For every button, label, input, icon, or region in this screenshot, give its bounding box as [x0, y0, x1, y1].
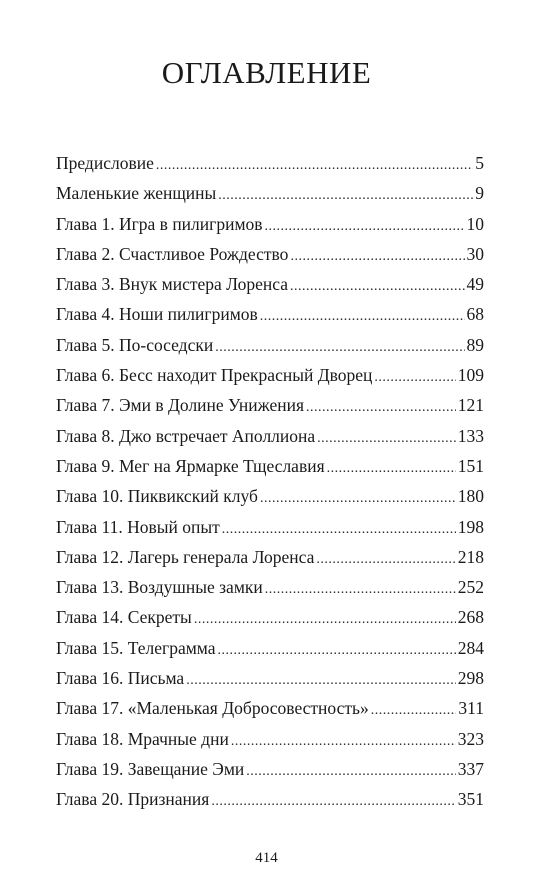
toc-entry-title: Маленькие женщины	[56, 183, 217, 204]
dot-leader	[222, 512, 456, 545]
toc-entry	[56, 178, 484, 208]
toc-entry-page: 133	[457, 425, 484, 446]
dot-leader	[265, 209, 465, 242]
toc-entry	[56, 421, 484, 451]
toc-entry-page: 218	[457, 546, 484, 567]
toc-entry-page: 351	[457, 789, 484, 810]
toc-entry	[56, 784, 484, 814]
toc-entry-title: Глава 17. «Маленькая Добросовестность»	[56, 698, 369, 719]
toc-entry-title: Глава 7. Эми в Долине Унижения	[56, 395, 305, 416]
page-title: ОГЛАВЛЕНИЕ	[161, 55, 372, 90]
toc-entry-title: Глава 19. Завещание Эми	[56, 758, 245, 779]
toc-entry-title: Предисловие	[56, 153, 154, 173]
toc-entry	[56, 330, 484, 360]
dot-leader	[260, 299, 465, 332]
toc-entry	[56, 572, 484, 602]
dot-leader	[290, 239, 464, 272]
toc-entry-title: Глава 15. Телеграмма	[56, 637, 216, 658]
toc-entry-page: 198	[457, 516, 484, 537]
dot-leader	[265, 572, 456, 605]
toc-entry	[56, 724, 484, 754]
dot-leader	[246, 754, 455, 787]
toc-entry-page: 337	[457, 758, 484, 779]
toc-entry-title: Глава 11. Новый опыт	[56, 516, 220, 537]
toc-entry-page: 49	[466, 274, 484, 295]
toc-entry	[56, 754, 484, 784]
dot-leader	[231, 724, 456, 757]
toc-entry-page: 5	[475, 153, 484, 173]
toc-entry-page: 109	[457, 365, 484, 386]
toc-entry-page: 9	[475, 183, 484, 204]
dot-leader	[218, 178, 473, 211]
toc-entry	[56, 542, 484, 572]
toc-entry	[56, 481, 484, 511]
toc-entry	[56, 148, 484, 178]
toc-entry-title: Глава 12. Лагерь генерала Лоренса	[56, 546, 315, 567]
dot-leader	[317, 421, 456, 454]
toc-entry-page: 10	[466, 213, 484, 234]
dot-leader	[218, 633, 456, 666]
toc-entry-title: Глава 10. Пиквикский клуб	[56, 486, 258, 507]
toc-entry	[56, 299, 484, 329]
toc-entry-title: Глава 14. Секреты	[56, 607, 192, 628]
toc-entry-page: 89	[466, 334, 484, 355]
page-number: 414	[255, 850, 278, 866]
toc-entry-title: Глава 1. Игра в пилигримов	[56, 213, 263, 234]
toc-entry-title: Глава 13. Воздушные замки	[56, 577, 263, 598]
toc-entry-title: Глава 20. Признания	[56, 789, 210, 810]
toc-entry-page: 180	[457, 486, 484, 507]
toc-entry	[56, 239, 484, 269]
toc-entry-title: Глава 6. Бесс находит Прекрасный Дворец	[56, 365, 373, 386]
toc-entry	[56, 269, 484, 299]
table-of-contents	[56, 148, 484, 815]
toc-entry	[56, 693, 484, 723]
toc-entry-page: 268	[457, 607, 484, 628]
dot-leader	[374, 360, 455, 393]
toc-entry	[56, 360, 484, 390]
dot-leader	[316, 542, 455, 575]
toc-entry-page: 252	[457, 577, 484, 598]
dot-leader	[156, 148, 473, 181]
toc-entry-title: Глава 3. Внук мистера Лоренса	[56, 274, 288, 295]
dot-leader	[290, 269, 465, 302]
dot-leader	[211, 784, 455, 817]
toc-entry-page: 68	[466, 304, 484, 325]
toc-entry-title: Глава 4. Ноши пилигримов	[56, 304, 258, 325]
dot-leader	[260, 481, 456, 514]
toc-entry-title: Глава 18. Мрачные дни	[56, 728, 229, 749]
toc-entry-page: 30	[466, 243, 484, 264]
dot-leader	[186, 663, 456, 696]
dot-leader	[306, 390, 456, 423]
toc-entry-page: 323	[457, 728, 484, 749]
dot-leader	[194, 602, 456, 635]
toc-entry-title: Глава 5. По-соседски	[56, 334, 214, 355]
dot-leader	[327, 451, 456, 484]
toc-entry	[56, 390, 484, 420]
toc-entry-title: Глава 9. Мег на Ярмарке Тщеславия	[56, 455, 325, 476]
toc-entry	[56, 512, 484, 542]
toc-entry	[56, 602, 484, 632]
toc-entry-title: Глава 8. Джо встречает Аполлиона	[56, 425, 316, 446]
toc-entry-page: 284	[457, 637, 484, 658]
dot-leader	[371, 693, 457, 726]
toc-entry-page: 298	[457, 668, 484, 689]
toc-entry	[56, 451, 484, 481]
toc-entry	[56, 633, 484, 663]
toc-entry-page: 151	[457, 455, 484, 476]
toc-entry	[56, 663, 484, 693]
toc-entry-page: 311	[458, 698, 484, 719]
toc-entry-title: Глава 16. Письма	[56, 668, 185, 689]
dot-leader	[215, 330, 464, 363]
toc-entry-title: Глава 2. Счастливое Рождество	[56, 243, 289, 264]
toc-entry-page: 121	[457, 395, 484, 416]
toc-entry	[56, 209, 484, 239]
